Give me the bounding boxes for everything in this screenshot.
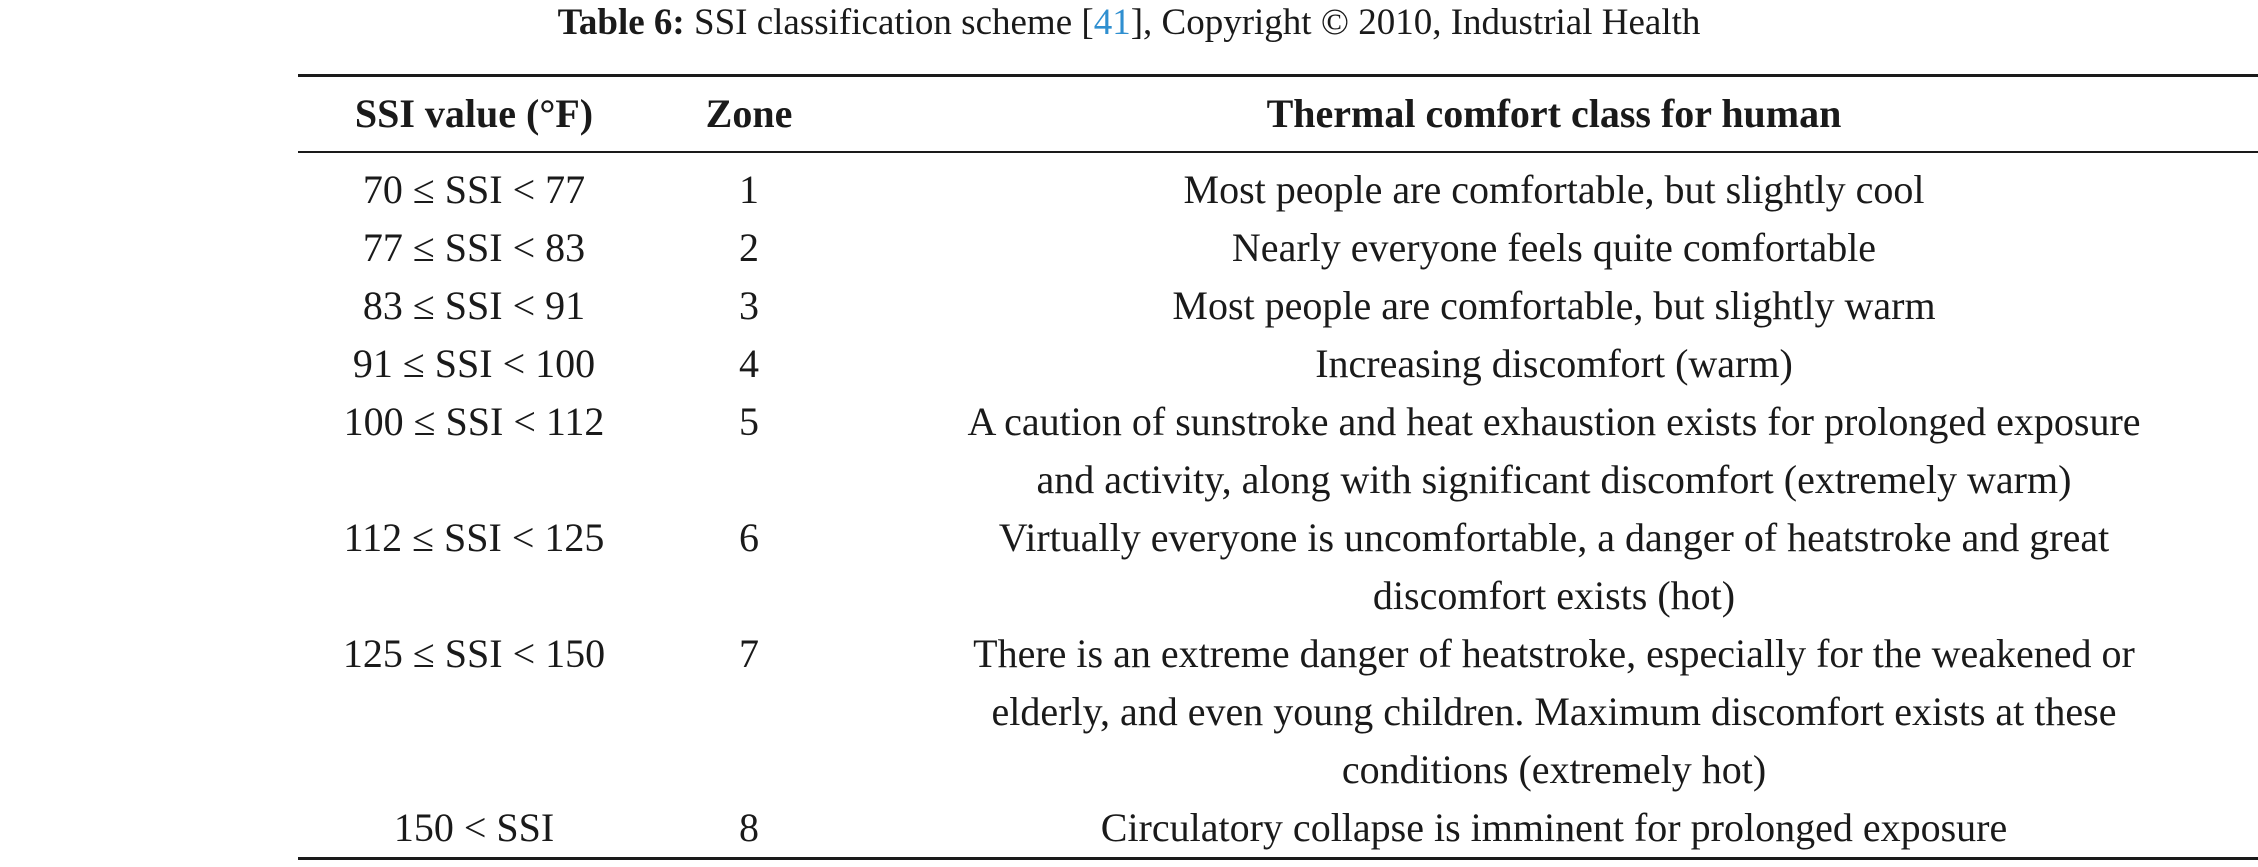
cell-thermal-comfort <box>848 799 2258 859</box>
comfort-line: Most people are comfortable, but slightly warm <box>1172 283 1936 328</box>
cell-thermal-comfort <box>848 219 2258 277</box>
cell-zone: 2 <box>739 225 759 270</box>
comfort-line: Nearly everyone feels quite comfortable <box>1231 225 1877 270</box>
cell-zone: 6 <box>739 515 759 560</box>
header-zone: Zone <box>705 91 793 136</box>
header-thermal-comfort-class: Thermal comfort class for human <box>1266 91 1842 136</box>
comfort-line: A caution of sunstroke and heat exhaustion exists for prolonged exposure <box>967 399 2141 444</box>
cell-ssi-value: 125 ≤ SSI < 150 <box>342 631 606 676</box>
cell-thermal-comfort <box>848 625 2258 799</box>
caption-text-before: SSI classification scheme [ <box>684 2 1094 43</box>
table-header-row <box>298 76 2258 153</box>
comfort-line: Most people are comfortable, but slightly cool <box>1183 167 1925 212</box>
cell-zone: 1 <box>739 167 759 212</box>
table-row <box>298 625 2258 799</box>
cell-thermal-comfort <box>848 509 2258 625</box>
citation-link[interactable]: 41 <box>1093 2 1131 43</box>
cell-thermal-comfort <box>848 277 2258 335</box>
caption-text-after: ], Copyright © 2010, Industrial Health <box>1130 2 1701 43</box>
cell-thermal-comfort <box>848 335 2258 393</box>
table-row <box>298 799 2258 859</box>
table-row <box>298 152 2258 219</box>
caption-label: Table 6: <box>557 2 685 43</box>
cell-ssi-value: 70 ≤ SSI < 77 <box>362 167 586 212</box>
table-row <box>298 335 2258 393</box>
cell-zone: 7 <box>739 631 759 676</box>
cell-thermal-comfort <box>848 152 2258 219</box>
table-row <box>298 393 2258 509</box>
comfort-line: Virtually everyone is uncomfortable, a danger of heatstroke and great <box>998 515 2110 560</box>
cell-thermal-comfort <box>848 393 2258 509</box>
ssi-table-container <box>298 74 2258 860</box>
comfort-line: Increasing discomfort (warm) <box>1315 341 1793 386</box>
table-row <box>298 509 2258 625</box>
table-caption <box>0 0 2258 46</box>
cell-ssi-value: 150 < SSI <box>393 805 555 850</box>
cell-ssi-value: 77 ≤ SSI < 83 <box>362 225 586 270</box>
comfort-line: There is an extreme danger of heatstroke, especially for the weakened or <box>973 631 2135 676</box>
comfort-line: elderly, and even young children. Maximum discomfort exists at these <box>991 689 2117 734</box>
cell-ssi-value: 100 ≤ SSI < 112 <box>343 399 605 444</box>
cell-zone: 4 <box>739 341 759 386</box>
cell-zone: 5 <box>739 399 759 444</box>
comfort-line: Circulatory collapse is imminent for prolonged exposure <box>1100 805 2008 850</box>
comfort-line: discomfort exists (hot) <box>1372 573 1736 618</box>
cell-zone: 3 <box>739 283 759 328</box>
table-row <box>298 277 2258 335</box>
header-ssi-value: SSI value (°F) <box>354 91 594 136</box>
comfort-line: and activity, along with significant discomfort (extremely warm) <box>1036 457 2072 502</box>
cell-zone: 8 <box>739 805 759 850</box>
cell-ssi-value: 112 ≤ SSI < 125 <box>343 515 605 560</box>
ssi-classification-table <box>298 74 2258 860</box>
comfort-line: conditions (extremely hot) <box>1341 747 1767 792</box>
cell-ssi-value: 91 ≤ SSI < 100 <box>352 341 596 386</box>
cell-ssi-value: 83 ≤ SSI < 91 <box>362 283 586 328</box>
table-row <box>298 219 2258 277</box>
